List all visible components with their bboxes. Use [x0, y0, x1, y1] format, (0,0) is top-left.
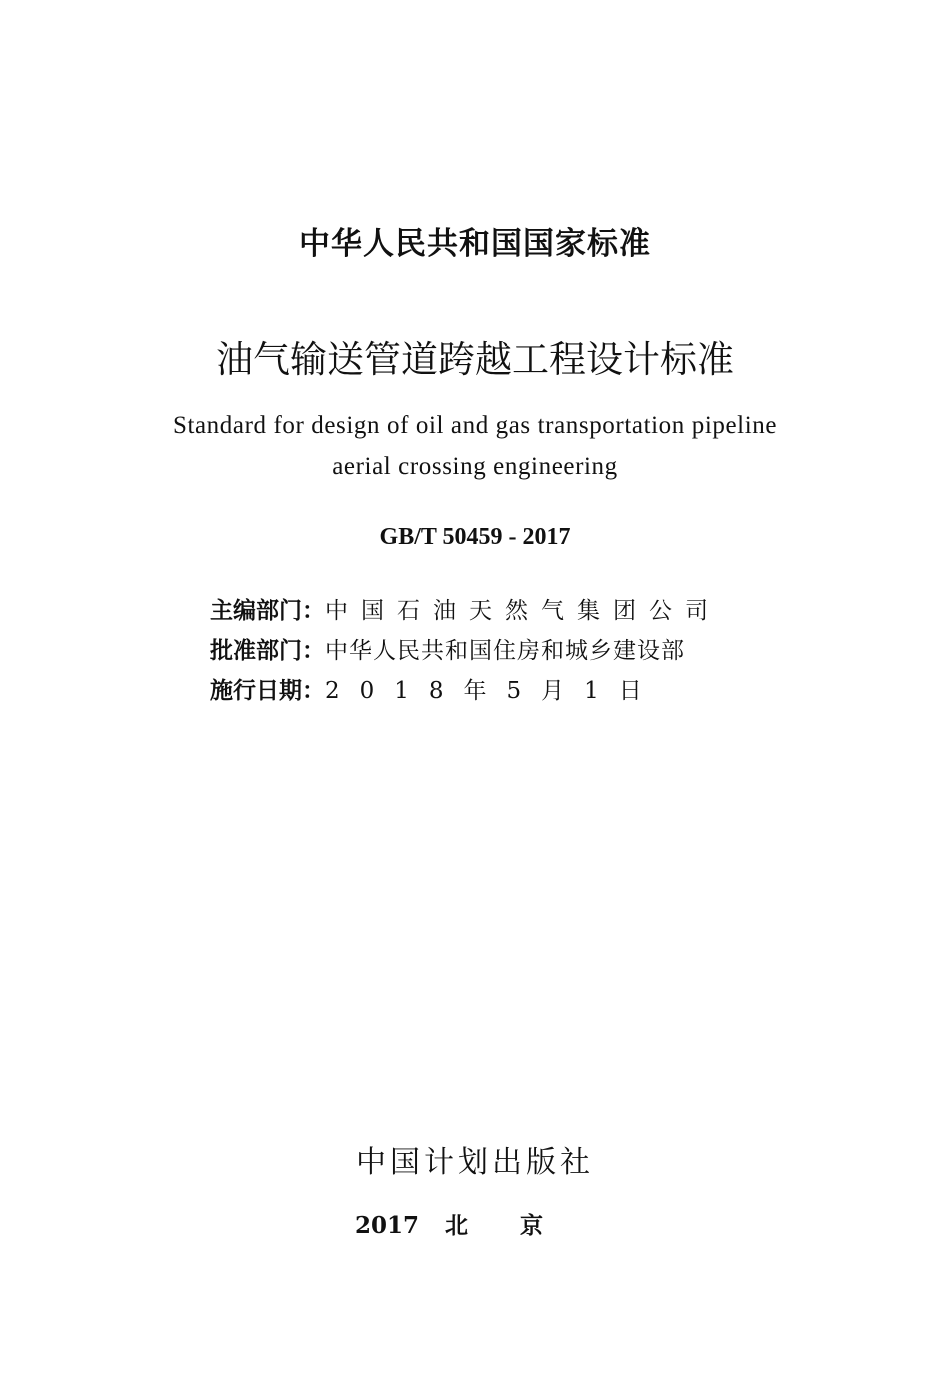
publication-line: [0, 1207, 950, 1240]
title-chinese: 油气输送管道跨越工程设计标准: [216, 338, 734, 381]
editor-label: 主编部门：: [210, 598, 325, 624]
effective-date-row: [210, 674, 770, 708]
title-english-line-1: Standard for design of oil and gas transportation pipeline: [172, 412, 778, 439]
approver-value: 中华人民共和国住房和城乡建设部: [325, 638, 685, 664]
publication-city: 北京: [445, 1212, 595, 1239]
publication-year: 2017: [354, 1212, 419, 1239]
approver-row: [210, 634, 770, 668]
title-english-line-2: aerial crossing engineering: [332, 453, 618, 480]
series-heading: 中华人民共和国国家标准: [299, 226, 651, 262]
editor-value: 中国石油天然气集团公司: [325, 598, 721, 624]
effective-date-value: 2018年5月1日: [325, 678, 662, 704]
effective-date-label: 施行日期：: [210, 678, 325, 704]
editor-row: [210, 594, 770, 628]
publisher-name: 中国计划出版社: [356, 1145, 594, 1180]
standard-code: GB/T 50459 - 2017: [379, 524, 571, 550]
approver-label: 批准部门：: [210, 638, 325, 664]
